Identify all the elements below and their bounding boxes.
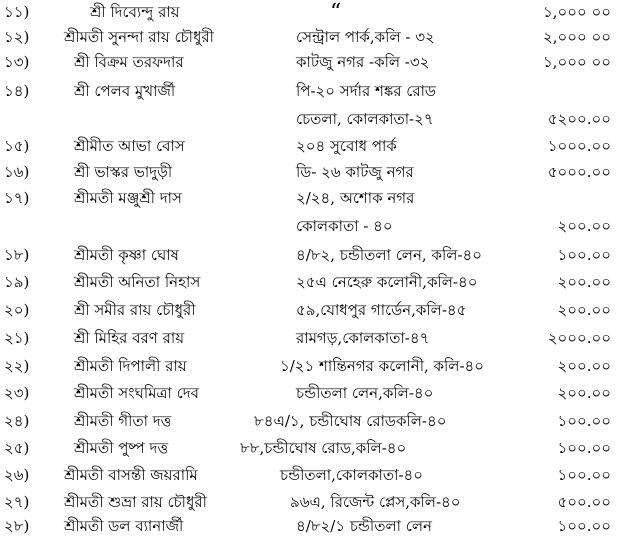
donor-row [0, 514, 629, 539]
donor-address: ৫৯,যোধপুর গার্ডেন,কলি-৪৫ [296, 301, 467, 319]
donor-address: ডি- ২৬ কাটজু নগর [296, 163, 414, 181]
row-number: ১৫) [4, 137, 30, 155]
donor-row [0, 134, 629, 159]
donor-address: ৮৪এ/১, চন্ডীঘোষ রোডকলি-৪০ [254, 412, 447, 430]
donor-address: চন্ডীতলা লেন,কলি-৪০ [296, 384, 434, 402]
donor-row [0, 25, 629, 50]
donor-name: শ্রীমতী গীতা দত্ত [74, 412, 172, 430]
row-number: ২৬) [4, 466, 30, 484]
donor-address: পি-২০ সর্দার শঙ্কর রোড [296, 82, 436, 100]
row-number: ২০) [4, 301, 30, 319]
donor-name: শ্রীমতী মঞ্জুশ্রী দাস [74, 189, 182, 207]
row-number: ১৩) [4, 53, 30, 71]
row-number: ২১) [4, 329, 30, 347]
donor-row [0, 160, 629, 185]
donor-address: রামগড়,কোলকাতা-৪৭ [296, 329, 430, 347]
donor-row [0, 0, 629, 25]
donor-row [0, 270, 629, 295]
donation-amount: ১০০.০০ [557, 439, 611, 457]
donation-amount: ২০০০.০০ [547, 329, 611, 347]
donor-name: শ্রীমতী বাসন্তী জয়রামি [64, 466, 198, 484]
donor-row [0, 409, 629, 434]
donor-address: কাটজু নগর -কলি -৩২ [296, 53, 430, 71]
donation-amount: ১০০.০০ [557, 517, 611, 535]
row-number: ১৮) [4, 246, 30, 264]
row-number: ১২) [4, 28, 30, 46]
row-number: ২৭) [4, 493, 30, 511]
donor-row [0, 381, 629, 406]
row-number: ২৫) [4, 439, 30, 457]
donation-amount: ১০০০.০০ [547, 137, 611, 155]
donor-name: শ্রী ভাস্কর ভাদুড়ী [74, 163, 173, 181]
donor-row [0, 243, 629, 268]
donation-amount: ২০০.০০ [557, 301, 611, 319]
ditto-mark: “ [330, 0, 342, 25]
donation-amount: ১০০.০০ [557, 466, 611, 484]
donor-name: শ্রী সমীর রায় চৌধুরী [74, 301, 196, 319]
row-number: ২৩) [4, 384, 30, 402]
row-number: ২৮) [4, 517, 30, 535]
donor-name: শ্রীমীত আভা বোস [74, 137, 185, 155]
donor-row [0, 186, 629, 211]
donor-name: শ্রীমতী অনিতা নিহাস [74, 273, 201, 291]
donor-name: শ্রীমতী সংঘমিত্রা দেব [74, 384, 199, 402]
donation-amount: ১০০.০০ [557, 246, 611, 264]
donor-address: ২৫এ নেহেরু কলোনী,কলি-৪০ [296, 273, 478, 291]
donation-amount: ২০০.০০ [557, 217, 611, 235]
donor-name: শ্রী মিহির বরণ রায় [74, 329, 185, 347]
row-number: ১৭) [4, 189, 30, 207]
donor-name: শ্রীমতী পুষ্প দত্ত [74, 439, 169, 457]
donor-row [0, 214, 629, 239]
row-number: ২২) [4, 357, 30, 375]
donor-row [0, 50, 629, 75]
donor-address: সেন্ট্রাল পার্ক,কলি - ৩২ [296, 28, 435, 46]
row-number: ১১) [4, 3, 30, 21]
donor-address: ২০৪ সুবোধ পার্ক [296, 137, 397, 155]
row-number: ২৪) [4, 412, 30, 430]
donor-name: শ্রীমতী ডল ব্যানার্জী [64, 517, 184, 535]
donation-amount: ২০০.০০ [557, 273, 611, 291]
donation-amount: ৫০০০.০০ [547, 163, 611, 181]
donation-amount: ১,০০০ ০০ [542, 3, 611, 21]
row-number: ১৪) [4, 82, 30, 100]
donor-row [0, 298, 629, 323]
row-number: ১৯) [4, 273, 30, 291]
donor-address: ২/২৪, অশোক নগর [296, 189, 415, 207]
donor-row [0, 354, 629, 379]
donor-address: ৯৬এ, রিজেন্ট প্লেস,কলি-৪০ [290, 493, 461, 511]
donation-amount: ৫২০০.০০ [547, 110, 611, 128]
donor-address: চেতলা, কোলকাতা-২৭ [296, 110, 434, 128]
donation-amount: ২০০.০০ [557, 357, 611, 375]
donor-name: শ্রীমতী শুভ্রা রায় চৌধুরী [64, 493, 207, 511]
donor-address: ৪/৮২/১ চন্ডীতলা লেন [296, 517, 432, 535]
donor-row [0, 79, 629, 104]
donation-amount: ৫০০.০০ [557, 493, 611, 511]
row-number: ১৬) [4, 163, 30, 181]
donation-amount: ২,০০০ ০০ [542, 28, 611, 46]
donor-address: ৪/৮২, চন্ডীতলা লেন, কলি-৪০ [296, 246, 482, 264]
donor-address: ৮৮,চন্ডীঘোষ রোড,কলি-৪০ [240, 439, 407, 457]
donor-name: শ্রী পেলব মুখার্জী [74, 82, 176, 100]
donation-amount: ১০০.০০ [557, 412, 611, 430]
donor-address: চন্ডীতলা,কোলকাতা-৪০ [280, 466, 424, 484]
donor-row [0, 326, 629, 351]
donor-name: শ্রীমতী কৃষ্ণা ঘোষ [74, 246, 179, 264]
donor-address: ১/২১ শান্তিনগর কলোনী, কলি-৪০ [280, 357, 485, 375]
donor-row [0, 436, 629, 461]
donation-amount: ১,০০০ ০০ [542, 53, 611, 71]
donor-row [0, 107, 629, 132]
donor-name: শ্রী বিক্রম তরফদার [74, 53, 184, 71]
donor-row [0, 490, 629, 515]
donor-name: শ্রী দিব্যেন্দু রায় [90, 3, 180, 21]
donor-name: শ্রীমতী দিপালী রায় [74, 357, 187, 375]
donation-amount: ২০০.০০ [557, 384, 611, 402]
donor-address: কোলকাতা - ৪০ [296, 217, 393, 235]
donor-row [0, 463, 629, 488]
donor-name: শ্রীমতী সুনন্দা রায় চৌধুরী [64, 28, 214, 46]
